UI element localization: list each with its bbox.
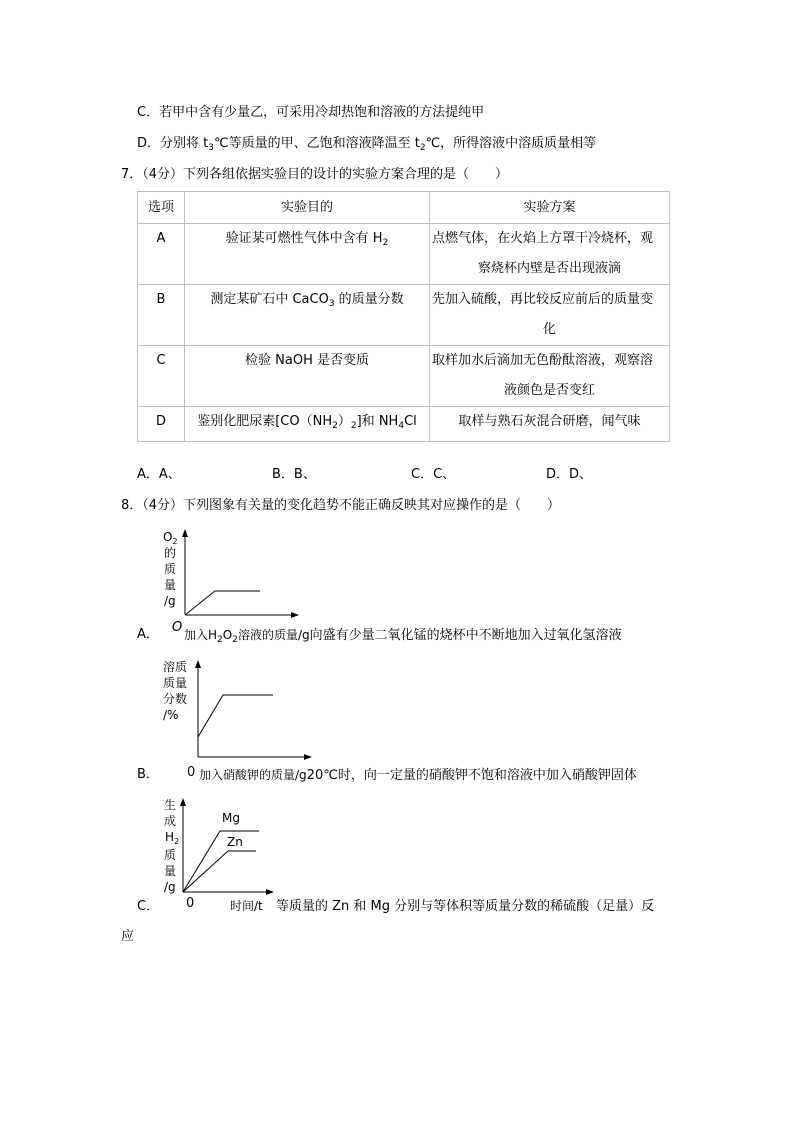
- q6-option-d: D．分别将 $t_3℃$等质量的甲、乙饱和溶液降温至 $t_2℃$，所得溶液中溶质质量相等: [137, 136, 597, 153]
- row-purpose: 鉴别化肥尿素$[CO(NH_2)_2]$和 $NH_4Cl$: [185, 407, 430, 442]
- row-purpose: 检验 NaOH 是否变质: [185, 346, 430, 407]
- graph-c-xlabel: 时间/t: [230, 899, 263, 913]
- table-row: [138, 407, 670, 442]
- q8-option-b-text: 加入硝酸钾的质量/g20℃时，向一定量的硝酸钾不饱和溶液中加入硝酸钾固体: [199, 768, 637, 783]
- q8-option-c-text: 等质量的 Zn 和 Mg 分别与等体积等质量分数的稀硫酸（足量）反: [276, 899, 655, 914]
- graph-a-origin: O: [172, 620, 183, 635]
- q8-stem: 8．（4分）下列图象有关量的变化趋势不能正确反映其对应操作的是（ ）: [121, 498, 561, 513]
- graph-b-ylabel: 溶质: [163, 660, 188, 674]
- graph-c-series-label: Zn: [227, 835, 243, 849]
- graph-c-origin: 0: [186, 896, 195, 911]
- graph-a-x-arrow: [291, 612, 299, 618]
- graph-b-origin: 0: [187, 765, 196, 780]
- table-row: [138, 224, 670, 285]
- graph-c-ylabel: 生: [164, 798, 177, 812]
- graph-b-ylabel: /%: [163, 708, 179, 722]
- q8-option-c-text-cont: 应: [121, 929, 135, 944]
- graph-a-curve: [185, 591, 260, 615]
- graph-b-curve: [198, 695, 273, 737]
- graph-a-y-arrow: [182, 529, 188, 537]
- graph-c-ylabel: /g: [164, 880, 176, 894]
- header-plan: 实验方案: [430, 192, 670, 224]
- q8-option-a-text: 加入$H_2O_2$溶液的质量/g向盛有少量二氧化锰的烧杯中不断地加入过氧化氢溶液: [184, 628, 622, 645]
- row-plan: 点燃气体，在火焰上方罩干冷烧杯，观 察烧杯内壁是否出现液滴: [430, 224, 670, 285]
- graph-c-ylabel: $H_2$: [165, 830, 180, 846]
- graph-b-x-arrow: [304, 754, 312, 760]
- row-option: D: [138, 407, 185, 442]
- row-purpose: 验证某可燃性气体中含有 $H_2$: [185, 224, 430, 285]
- graph-c-curve-zn: [183, 851, 256, 892]
- graph-c-series-label: Mg: [222, 811, 240, 825]
- row-option: A: [138, 224, 185, 285]
- row-plan: 先加入硫酸，再比较反应前后的质量变 化: [430, 285, 670, 346]
- row-purpose: 测定某矿石中 CaCO$_3$ 的质量分数: [185, 285, 430, 346]
- graph-c-ylabel: 量: [164, 864, 177, 878]
- q8-option-b-label: B．: [137, 767, 159, 782]
- q7-choice-d: D．D、: [546, 467, 593, 482]
- graph-b-y-arrow: [195, 660, 201, 668]
- row-plan: 取样加水后滴加无色酚酞溶液，观察溶 液颜色是否变红: [430, 346, 670, 407]
- graph-c: [160, 795, 280, 900]
- q7-stem: 7．（4分）下列各组依据实验目的设计的实验方案合理的是（ ）: [121, 167, 509, 182]
- graph-c-ylabel: 成: [164, 814, 177, 828]
- graph-c-ylabel: 质: [164, 848, 177, 862]
- graph-b-ylabel: 分数: [163, 692, 188, 706]
- q7-choice-b: B．B、: [272, 467, 316, 482]
- header-option: 选项: [138, 192, 185, 224]
- row-option: B: [138, 285, 185, 346]
- graph-a-ylabel: /g: [164, 594, 176, 608]
- graph-c-y-arrow: [180, 798, 186, 806]
- q6-option-c: C．若甲中含有少量乙，可采用冷却热饱和溶液的方法提纯甲: [137, 105, 485, 120]
- graph-b-ylabel: 质量: [163, 676, 188, 690]
- table-row: [138, 346, 670, 407]
- q7-choice-a: A．A、: [137, 467, 181, 482]
- graph-a-ylabel: 量: [164, 578, 177, 592]
- q7-table: [137, 191, 670, 442]
- header-purpose: 实验目的: [185, 192, 430, 224]
- table-header-row: [138, 192, 670, 224]
- graph-c-curve-mg: [183, 831, 259, 892]
- graph-b: [160, 655, 320, 767]
- graph-a-ylabel: 质: [164, 562, 177, 576]
- q7-choice-c: C．C、: [411, 467, 456, 482]
- table-row: [138, 285, 670, 346]
- q8-option-a-label: A．: [137, 627, 159, 642]
- graph-a: [155, 525, 325, 643]
- row-option: C: [138, 346, 185, 407]
- q8-option-c-label: C．: [137, 899, 160, 914]
- graph-c-x-arrow: [266, 889, 274, 895]
- graph-a-ylabel: 的: [164, 546, 177, 560]
- row-plan: 取样与熟石灰混合研磨，闻气味: [430, 407, 670, 442]
- graph-a-ylabel: $O_2$: [163, 530, 178, 546]
